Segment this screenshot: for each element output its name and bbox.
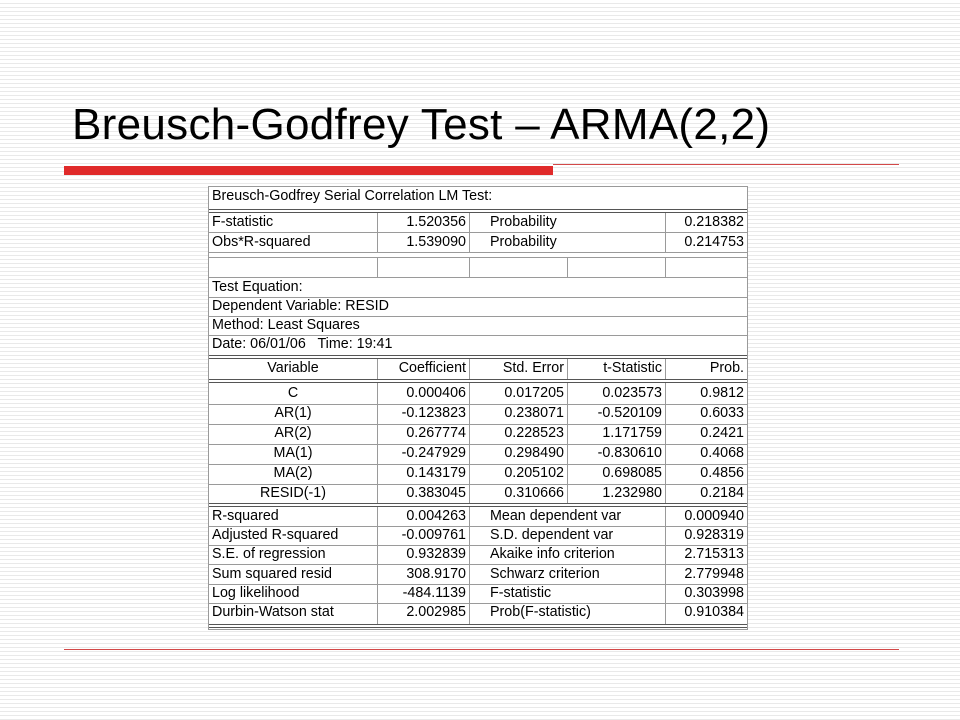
stat-value: 0.932839 — [406, 546, 466, 562]
dependent-variable: Dependent Variable: RESID — [212, 298, 389, 314]
prob-cell: 0.6033 — [700, 405, 744, 421]
prob-cell: 0.2184 — [700, 485, 744, 501]
lm-row — [209, 233, 747, 252]
std-error-cell: 0.205102 — [504, 465, 564, 481]
divider — [469, 359, 470, 379]
coefficient-cell: 0.143179 — [406, 465, 466, 481]
header-row — [209, 359, 747, 378]
divider — [567, 257, 568, 278]
table-heading: Breusch-Godfrey Serial Correlation LM Test: — [212, 188, 493, 204]
stat-value: 308.9170 — [406, 566, 466, 582]
prob-cell: 0.2421 — [700, 425, 744, 441]
bottom-rule — [64, 649, 899, 650]
lm-row — [209, 213, 747, 232]
divider — [209, 624, 747, 628]
stat-value: 0.004263 — [406, 508, 466, 524]
divider — [469, 507, 470, 624]
divider — [665, 507, 666, 624]
column-header: Std. Error — [502, 360, 564, 376]
table-row — [209, 484, 747, 503]
table-row — [209, 444, 747, 463]
test-equation-label: Test Equation: — [212, 279, 303, 295]
lm-label: Obs*R-squared — [212, 234, 311, 250]
title-accent-bar — [64, 166, 553, 175]
table-row — [209, 424, 747, 443]
stat-value: 2.002985 — [406, 604, 466, 620]
table-heading-row — [209, 187, 747, 206]
stat-value: 2.779948 — [684, 566, 744, 582]
lm-label: F-statistic — [212, 214, 274, 230]
prob-cell: 0.4068 — [700, 445, 744, 461]
divider — [209, 379, 747, 383]
table-row — [209, 404, 747, 423]
std-error-cell: 0.298490 — [504, 445, 564, 461]
lm-prob-label: Probability — [490, 234, 557, 250]
coefficient-cell: 0.267774 — [406, 425, 466, 441]
stat-label: F-statistic — [490, 585, 552, 601]
stat-label: Log likelihood — [212, 585, 300, 601]
info-row — [209, 316, 747, 335]
divider — [665, 213, 666, 253]
stat-label: Akaike info criterion — [490, 546, 615, 562]
method: Method: Least Squares — [212, 317, 360, 333]
lm-value: 1.520356 — [406, 214, 466, 230]
table-row — [209, 384, 747, 403]
stats-row — [209, 526, 747, 545]
column-header: Prob. — [709, 360, 744, 376]
coefficient-cell: 0.000406 — [406, 385, 466, 401]
stats-row — [209, 507, 747, 526]
t-statistic-cell: 0.023573 — [602, 385, 662, 401]
lm-prob-label: Probability — [490, 214, 557, 230]
info-row — [209, 278, 747, 297]
std-error-cell: 0.310666 — [504, 485, 564, 501]
divider — [377, 507, 378, 624]
t-statistic-cell: -0.520109 — [597, 405, 662, 421]
column-header: Coefficient — [398, 360, 466, 376]
lm-prob-value: 0.218382 — [684, 214, 744, 230]
stats-row — [209, 603, 747, 622]
stat-label: Durbin-Watson stat — [212, 604, 334, 620]
info-row — [209, 335, 747, 354]
title-underline — [553, 164, 899, 165]
t-statistic-cell: 1.171759 — [602, 425, 662, 441]
column-header: Variable — [267, 360, 319, 376]
std-error-cell: 0.017205 — [504, 385, 564, 401]
eviews-output-table — [208, 186, 748, 630]
variable-cell: RESID(-1) — [260, 485, 326, 501]
divider — [469, 213, 470, 253]
variable-cell: C — [287, 385, 299, 401]
std-error-cell: 0.238071 — [504, 405, 564, 421]
t-statistic-cell: 1.232980 — [602, 485, 662, 501]
std-error-cell: 0.228523 — [504, 425, 564, 441]
divider — [665, 359, 666, 379]
stat-value: 0.000940 — [684, 508, 744, 524]
divider — [665, 257, 666, 278]
variable-cell: AR(2) — [274, 425, 312, 441]
divider — [567, 383, 568, 503]
variable-cell: MA(1) — [273, 445, 313, 461]
divider — [209, 257, 747, 258]
table-row — [209, 464, 747, 483]
divider — [469, 257, 470, 278]
divider — [377, 213, 378, 253]
lm-prob-value: 0.214753 — [684, 234, 744, 250]
stat-label: R-squared — [212, 508, 279, 524]
divider — [665, 383, 666, 503]
stat-label: Schwarz criterion — [490, 566, 600, 582]
date-time: Date: 06/01/06 Time: 19:41 — [212, 336, 393, 352]
variable-cell: MA(2) — [273, 465, 313, 481]
stat-value: -484.1139 — [402, 585, 466, 601]
stats-row — [209, 545, 747, 564]
stat-label: S.E. of regression — [212, 546, 326, 562]
stat-value: -0.009761 — [401, 527, 466, 543]
stat-value: 0.910384 — [684, 604, 744, 620]
stat-label: Sum squared resid — [212, 566, 332, 582]
coefficient-cell: -0.123823 — [401, 405, 466, 421]
lm-value: 1.539090 — [406, 234, 466, 250]
divider — [377, 359, 378, 379]
stats-row — [209, 565, 747, 584]
stat-value: 0.928319 — [684, 527, 744, 543]
divider — [377, 383, 378, 503]
coefficient-cell: -0.247929 — [401, 445, 466, 461]
stat-value: 2.715313 — [684, 546, 744, 562]
variable-cell: AR(1) — [274, 405, 312, 421]
stat-label: Prob(F-statistic) — [490, 604, 591, 620]
info-row — [209, 297, 747, 316]
stats-row — [209, 584, 747, 603]
slide-title: Breusch-Godfrey Test – ARMA(2,2) — [72, 100, 771, 149]
prob-cell: 0.9812 — [700, 385, 744, 401]
t-statistic-cell: 0.698085 — [602, 465, 662, 481]
divider — [209, 252, 747, 253]
t-statistic-cell: -0.830610 — [597, 445, 662, 461]
stat-label: Mean dependent var — [490, 508, 622, 524]
divider — [377, 257, 378, 278]
prob-cell: 0.4856 — [700, 465, 744, 481]
column-header: t-Statistic — [603, 360, 662, 376]
stat-label: Adjusted R-squared — [212, 527, 339, 543]
stat-value: 0.303998 — [684, 585, 744, 601]
divider — [567, 359, 568, 379]
divider — [469, 383, 470, 503]
stat-label: S.D. dependent var — [490, 527, 614, 543]
coefficient-cell: 0.383045 — [406, 485, 466, 501]
